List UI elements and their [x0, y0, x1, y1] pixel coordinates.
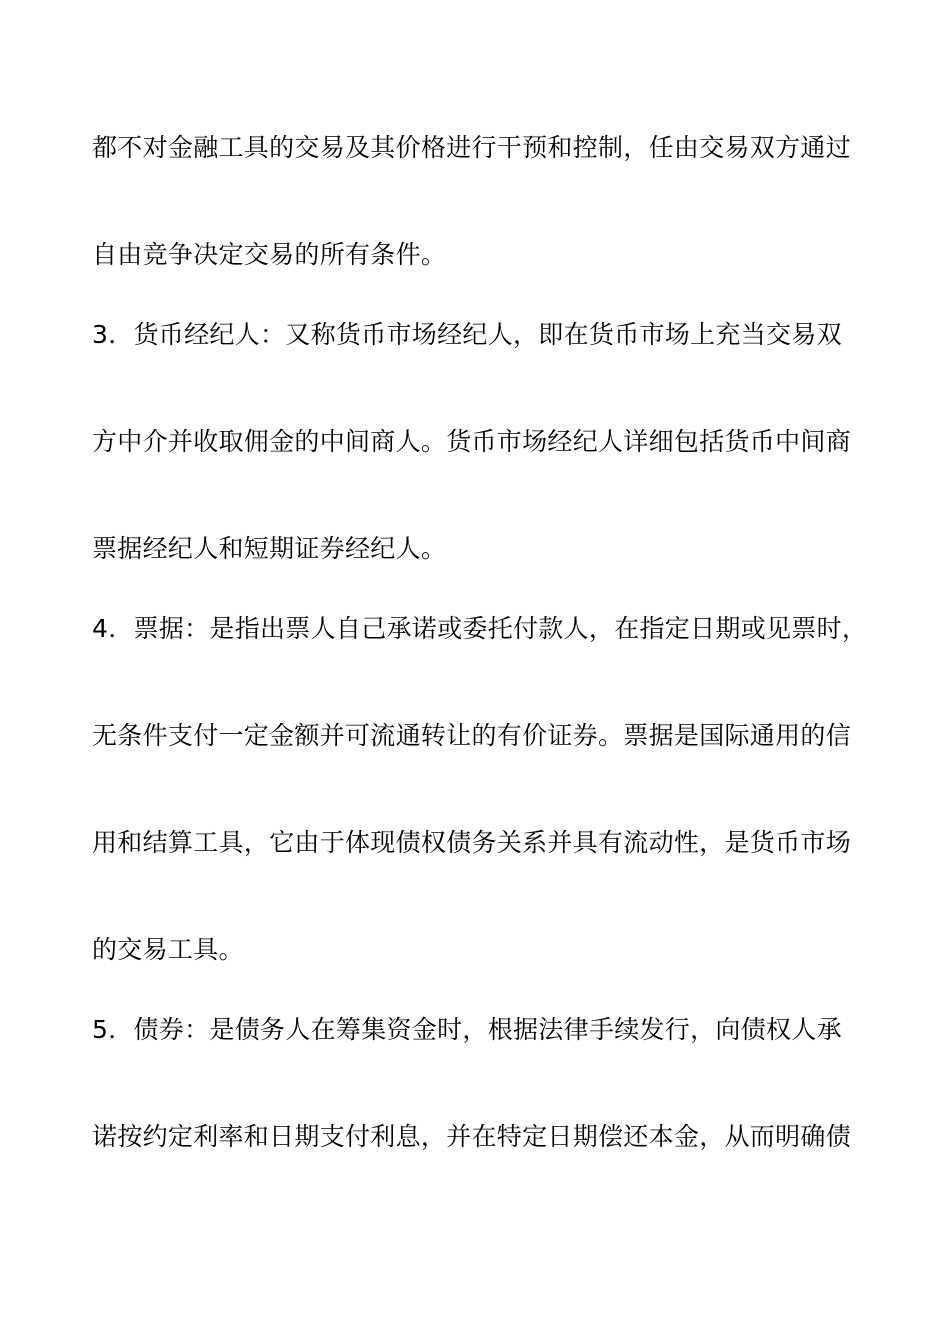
paragraph-line: 3．货币经纪人：又称货币市场经纪人，即在货币市场上充当交易双 [92, 320, 842, 349]
paragraph-line: 无条件支付一定金额并可流通转让的有价证券。票据是国际通用的信 [92, 721, 852, 750]
paragraph-line: 票据经纪人和短期证券经纪人。 [92, 534, 447, 563]
paragraph-line: 5．债券：是债务人在筹集资金时，根据法律手续发行，向债权人承 [92, 1015, 842, 1044]
paragraph-line: 自由竞争决定交易的所有条件。 [92, 240, 447, 269]
paragraph-line: 的交易工具。 [92, 935, 244, 964]
paragraph-line: 都不对金融工具的交易及其价格进行干预和控制，任由交易双方通过 [92, 133, 852, 162]
paragraph-line: 方中介并收取佣金的中间商人。货币市场经纪人详细包括货币中间商 [92, 427, 852, 456]
paragraph-line: 诺按约定利率和日期支付利息，并在特定日期偿还本金，从而明确债 [92, 1122, 852, 1151]
paragraph-line: 4．票据：是指出票人自己承诺或委托付款人，在指定日期或见票时， [92, 614, 868, 643]
paragraph-line: 用和结算工具，它由于体现债权债务关系并具有流动性，是货币市场 [92, 828, 852, 857]
